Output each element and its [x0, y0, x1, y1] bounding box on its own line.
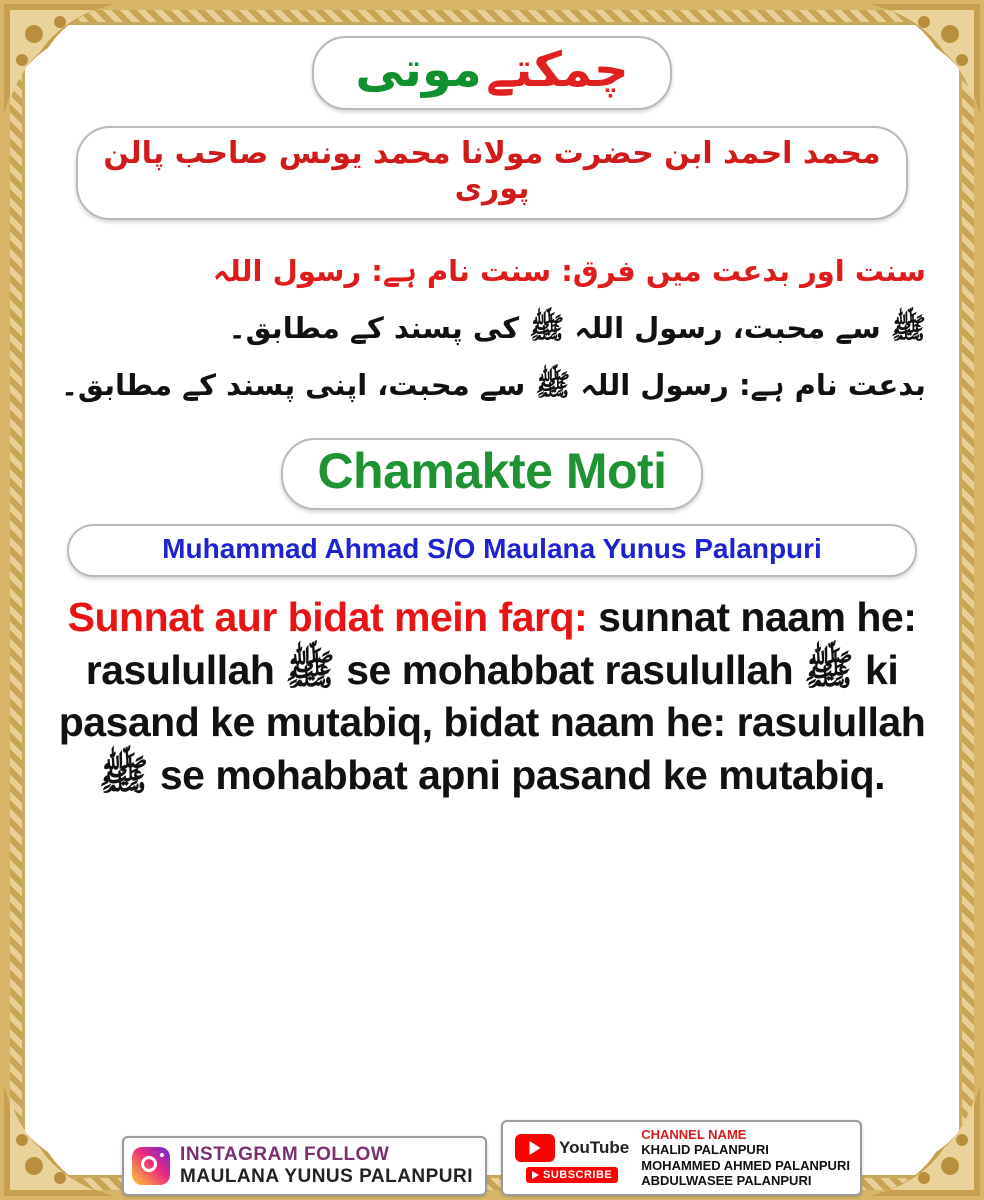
- channel-name-1: KHALID PALANPURI: [641, 1142, 769, 1158]
- urdu-body-line-1: سنت اور بدعت میں فرق: سنت نام ہے: رسول اللہ: [212, 254, 926, 288]
- subscribe-play-icon: [532, 1171, 539, 1179]
- english-title-badge: [281, 438, 702, 510]
- urdu-title-badge: [312, 36, 672, 110]
- channel-name-2: MOHAMMED AHMED PALANPURI: [641, 1157, 850, 1173]
- instagram-icon: [132, 1147, 170, 1185]
- youtube-logo: [513, 1133, 631, 1163]
- poster-content: [26, 26, 958, 1174]
- instagram-label: INSTAGRAM FOLLOW: [180, 1144, 390, 1166]
- english-author-text: Muhammad Ahmad S/O Maulana Yunus Palanpuri: [162, 533, 822, 565]
- urdu-body-line-2: ﷺ سے محبت، رسول اللہ ﷺ کی پسند کے مطابق۔: [228, 310, 926, 345]
- instagram-handle: MAULANA YUNUS PALANPURI: [180, 1166, 474, 1188]
- english-author-badge: [67, 524, 917, 577]
- urdu-title-word-2: موتی: [355, 42, 482, 98]
- english-title-text: Chamakte Moti: [317, 443, 667, 500]
- urdu-author-badge: محمد احمد ابن حضرت مولانا محمد یونس صاحب پالن پوری: [76, 126, 908, 220]
- channel-name-label: CHANNEL NAME: [641, 1126, 747, 1142]
- english-body-text: [54, 591, 931, 801]
- english-body-highlight: Sunnat aur bidat mein farq:: [67, 594, 588, 641]
- instagram-follow-button[interactable]: [122, 1136, 487, 1196]
- youtube-subscribe-button[interactable]: [526, 1167, 618, 1183]
- social-footer: [0, 1120, 984, 1196]
- urdu-body-text: [58, 246, 926, 416]
- channel-name-3: ABDULWASEE PALANPURI: [641, 1173, 812, 1189]
- english-body-rest: sunnat naam he: rasulullah ﷺ se mohabbat rasulullah ﷺ ki pasand ke mutabiq, bidat naam he: rasulullah ﷺ se mohabbat apni pasand ke mutabiq.: [58, 594, 926, 798]
- urdu-body-line-3: بدعت نام ہے: رسول اللہ ﷺ سے محبت، اپنی پسند کے مطابق۔: [60, 367, 926, 402]
- youtube-play-icon: [515, 1134, 555, 1162]
- youtube-subscribe-panel[interactable]: [501, 1120, 862, 1196]
- subscribe-label: SUBSCRIBE: [542, 1168, 613, 1181]
- youtube-wordmark: YouTube: [559, 1137, 630, 1157]
- urdu-title-word-1: چمکتے: [486, 42, 629, 98]
